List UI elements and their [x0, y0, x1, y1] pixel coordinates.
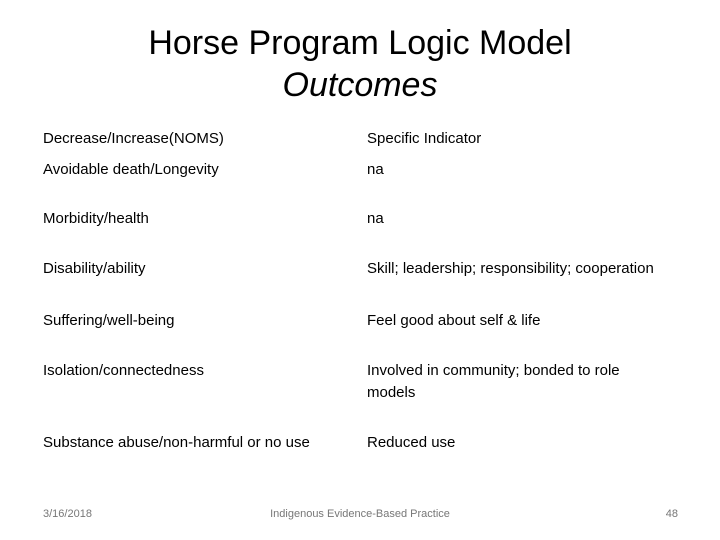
indicator-cell: Skill; leadership; responsibility; cooperation — [367, 260, 654, 277]
outcome-cell: Isolation/connectedness — [43, 362, 204, 379]
title-line-2: Outcomes — [282, 66, 438, 104]
slide-title — [0, 22, 720, 106]
indicator-cell: na — [367, 161, 384, 178]
header-decrease-increase: Decrease/Increase(NOMS) — [43, 130, 224, 147]
footer-date: 3/16/2018 — [43, 508, 92, 520]
outcome-cell: Disability/ability — [43, 260, 146, 277]
outcome-cell: Suffering/well-being — [43, 312, 175, 329]
page-number: 48 — [665, 508, 678, 520]
indicator-cell: Reduced use — [367, 434, 456, 451]
indicator-cell: na — [367, 210, 384, 227]
footer-title: Indigenous Evidence-Based Practice — [270, 508, 450, 520]
outcome-cell: Morbidity/health — [43, 210, 149, 227]
indicator-cell: Involved in community; bonded to role models — [367, 362, 620, 401]
outcome-cell: Substance abuse/non-harmful or no use — [43, 434, 310, 451]
title-line-1: Horse Program Logic Model — [148, 24, 572, 62]
outcome-cell: Avoidable death/Longevity — [43, 161, 219, 178]
header-specific-indicator: Specific Indicator — [367, 130, 482, 147]
indicator-cell: Feel good about self & life — [367, 312, 541, 329]
